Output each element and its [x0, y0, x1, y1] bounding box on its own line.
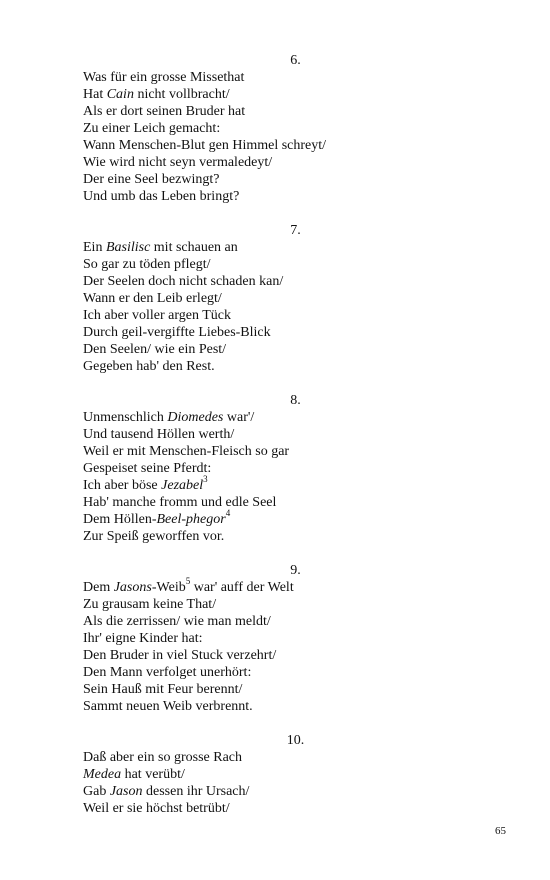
line-text: Ich aber böse	[83, 478, 162, 493]
verse-line	[83, 474, 463, 494]
footnote-marker: 5	[185, 576, 191, 587]
verse-line	[83, 630, 463, 647]
verse-line	[83, 69, 463, 86]
line-text: Wann Menschen-Blut gen Himmel schreyt/	[83, 138, 327, 153]
verse-line	[83, 324, 463, 341]
verse-line	[83, 528, 463, 545]
verse-line	[83, 681, 463, 698]
verse-line	[83, 239, 463, 256]
stanza	[83, 52, 463, 205]
line-text: So gar zu töden pflegt/	[83, 257, 211, 272]
line-text: Was für ein grosse Missethat	[83, 70, 245, 85]
stanza-number: 10.	[286, 733, 305, 748]
line-text: Als die zerrissen/ wie man meldt/	[83, 614, 271, 629]
line-text: Durch geil-vergiffte Liebes-Blick	[83, 325, 271, 340]
verse-line	[83, 443, 463, 460]
italic-name: Basilisc	[105, 240, 151, 255]
footnote-marker: 3	[203, 474, 208, 485]
line-text: Den Bruder in viel Stuck verzehrt/	[83, 648, 277, 663]
verse-line	[83, 664, 463, 681]
italic-name: Jezabel	[161, 478, 204, 493]
verse-line	[83, 86, 463, 103]
verse-line	[83, 273, 463, 290]
verse-line	[83, 494, 463, 511]
verse-line	[83, 358, 463, 375]
stanza	[83, 392, 463, 545]
verse-line	[83, 290, 463, 307]
italic-name: Medea	[83, 767, 122, 782]
line-text: Hat	[83, 87, 107, 102]
line-text: -Weib	[151, 580, 186, 595]
verse-line	[83, 766, 463, 783]
line-text: Sein Hauß mit Feur berennt/	[83, 682, 243, 697]
stanza	[83, 222, 463, 375]
verse-line	[83, 171, 463, 188]
line-text: Ihr' eigne Kinder hat:	[83, 631, 203, 646]
verse-line	[83, 596, 463, 613]
line-text: Zu grausam keine That/	[83, 597, 217, 612]
line-text: Weil er mit Menschen-Fleisch so gar	[83, 444, 290, 459]
line-text: nicht vollbracht/	[133, 87, 230, 102]
verse-line	[83, 613, 463, 630]
line-text: Und tausend Höllen werth/	[83, 427, 235, 442]
line-text: Gegeben hab' den Rest.	[83, 359, 215, 374]
italic-name: Jason	[109, 784, 143, 799]
verse-line	[83, 698, 463, 715]
line-text: Hab' manche fromm und edle Seel	[83, 495, 277, 510]
stanza-number: 7.	[290, 223, 301, 238]
italic-name: Beel-phegor	[156, 512, 226, 527]
verse-line	[83, 307, 463, 324]
poem-text	[83, 52, 463, 834]
line-text: mit schauen an	[150, 240, 238, 255]
line-text: Sammt neuen Weib verbrennt.	[83, 699, 253, 714]
verse-line	[83, 137, 463, 154]
line-text: Wann er den Leib erlegt/	[83, 291, 222, 306]
line-text: Wie wird nicht seyn vermaledeyt/	[83, 155, 273, 170]
line-text: war'/	[223, 410, 255, 425]
verse-line	[83, 120, 463, 137]
stanza-number: 8.	[290, 393, 301, 408]
line-text: Gespeiset seine Pferdt:	[83, 461, 212, 476]
verse-line	[83, 409, 463, 426]
line-text: Dem Höllen-	[83, 512, 157, 527]
line-text: Als er dort seinen Bruder hat	[83, 104, 246, 119]
verse-line	[83, 256, 463, 273]
verse-line	[83, 508, 463, 528]
stanza-number: 6.	[290, 53, 301, 68]
line-text: Ich aber voller argen Tück	[83, 308, 231, 323]
stanza-number: 9.	[290, 563, 301, 578]
verse-line	[83, 154, 463, 171]
line-text: Zu einer Leich gemacht:	[83, 121, 221, 136]
verse-line	[83, 341, 463, 358]
verse-line	[83, 647, 463, 664]
line-text: dessen ihr Ursach/	[142, 784, 250, 799]
verse-line	[83, 426, 463, 443]
stanza	[83, 732, 463, 817]
line-text: Den Mann verfolget unerhört:	[83, 665, 252, 680]
line-text: Der Seelen doch nicht schaden kan/	[83, 274, 284, 289]
italic-name: Diomedes	[167, 410, 224, 425]
line-text: Dem	[83, 580, 114, 595]
line-text: Unmenschlich	[83, 410, 168, 425]
italic-name: Cain	[106, 87, 134, 102]
verse-line	[83, 783, 463, 800]
verse-line	[83, 103, 463, 120]
line-text: Der eine Seel bezwingt?	[83, 172, 220, 187]
verse-line	[83, 800, 463, 817]
line-text: Zur Speiß geworffen vor.	[83, 529, 225, 544]
line-text: Den Seelen/ wie ein Pest/	[83, 342, 227, 357]
line-text: hat verübt/	[121, 767, 185, 782]
verse-line	[83, 749, 463, 766]
line-text: Daß aber ein so grosse Rach	[83, 750, 243, 765]
line-text: Ein	[83, 240, 106, 255]
italic-name: Jasons	[113, 580, 152, 595]
line-text: Gab	[83, 784, 110, 799]
verse-line	[83, 460, 463, 477]
footnote-marker: 4	[225, 508, 231, 519]
line-text: Und umb das Leben bringt?	[83, 189, 240, 204]
stanza	[83, 562, 463, 715]
verse-line	[83, 188, 463, 205]
line-text: Weil er sie höchst betrübt/	[83, 801, 230, 816]
verse-line	[83, 576, 463, 596]
line-text: war' auff der Welt	[190, 580, 294, 595]
page-number: 65	[495, 825, 506, 837]
